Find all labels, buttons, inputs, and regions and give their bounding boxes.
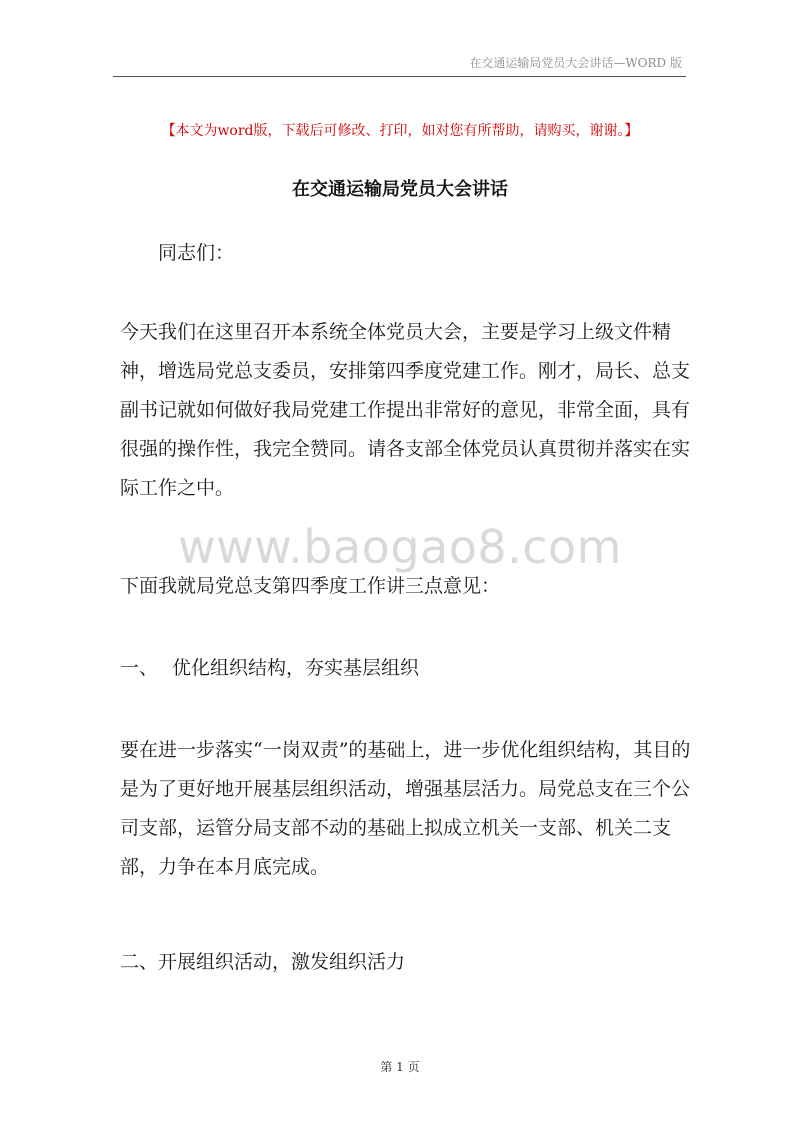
purchase-notice: 【本文为word版，下载后可修改、打印，如对您有所帮助，请购买，谢谢。】 xyxy=(161,123,639,139)
section-heading-2: 二、开展组织活动，激发组织活力 xyxy=(120,951,406,973)
running-header-title: 在交通运输局党员大会讲话—WORD 版 xyxy=(469,56,682,70)
page-header xyxy=(113,52,686,77)
section-heading-1-number: 一、 xyxy=(120,657,159,679)
section-heading-1 xyxy=(120,649,695,688)
paragraph-section-1: 要在进一步落实“一岗双责”的基础上，进一步优化组织结构，其目的是为了更好地开展基层组织活动，增强基层活力。局党总支在三个公司支部，运管分局支部不动的基础上拟成立机关一支部、机关二支部，力争在本月底完成。 xyxy=(120,739,691,878)
document-title: 在交通运输局党员大会讲话 xyxy=(292,179,508,200)
watermark: www.baogao8.com xyxy=(178,520,622,574)
greeting: 同志们： xyxy=(158,242,235,264)
paragraph-intro: 今天我们在这里召开本系统全体党员大会，主要是学习上级文件精神，增选局党总支委员，安排第四季度党建工作。刚才，局长、总支副书记就如何做好我局党建工作提出非常好的意见，非常全面，具有很强的操作性，我完全赞同。请各支部全体党员认真贯彻并落实在实际工作之中。 xyxy=(120,321,691,499)
paragraph-outline: 下面我就局党总支第四季度工作讲三点意见： xyxy=(120,575,501,597)
page-number: 第 1 页 xyxy=(380,1060,420,1074)
section-heading-1-text: 优化组织结构，夯实基层组织 xyxy=(172,657,420,679)
